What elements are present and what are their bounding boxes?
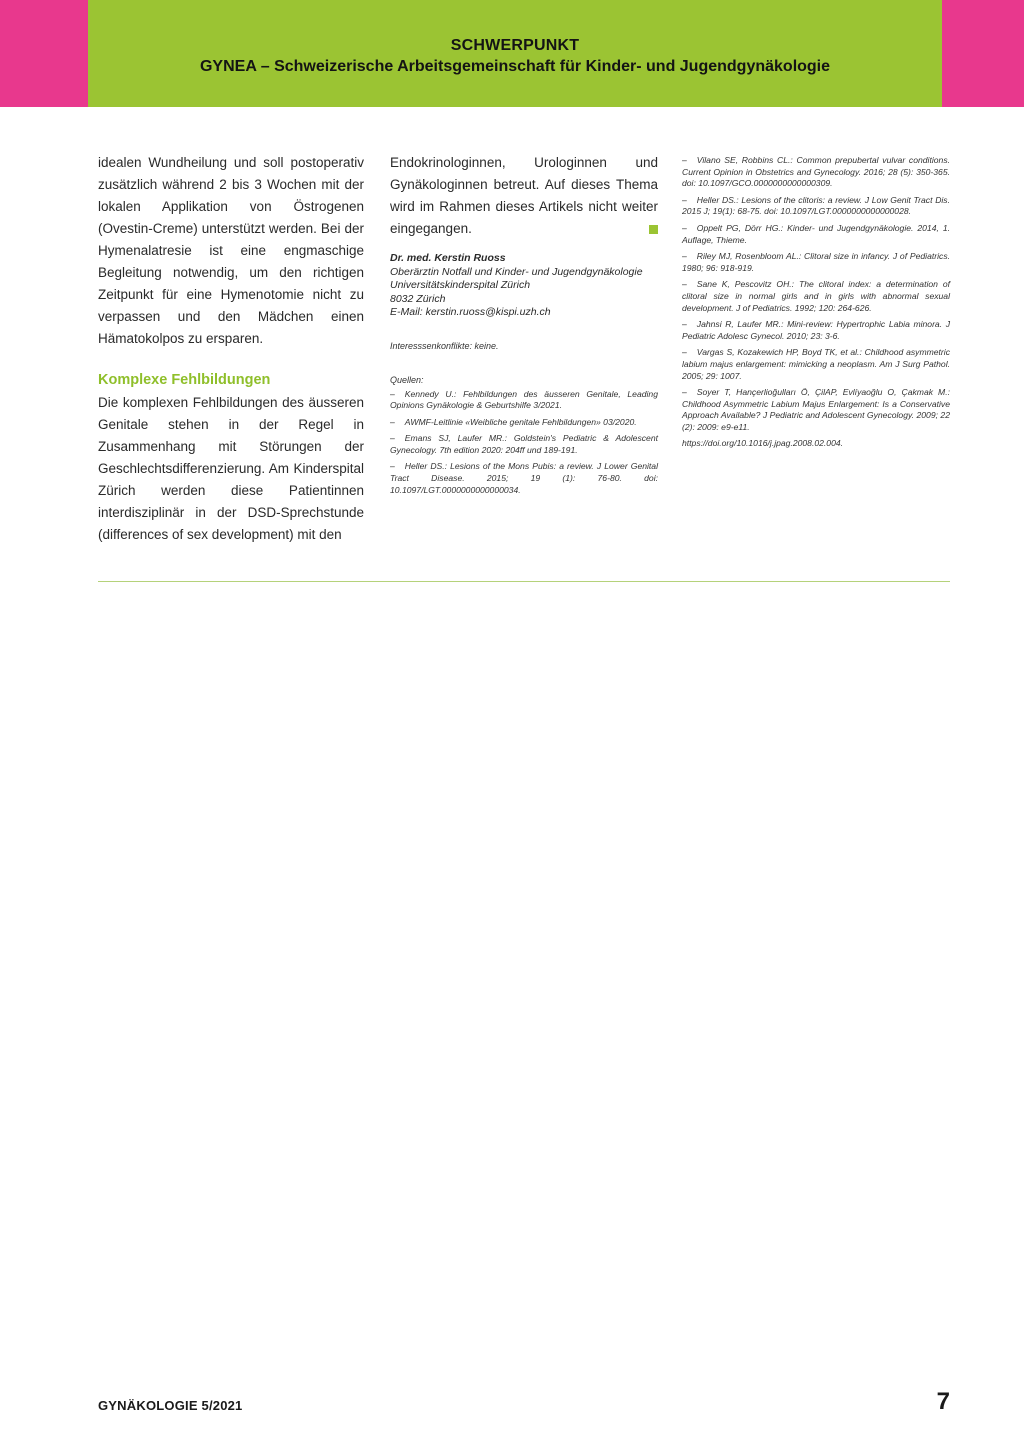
- header-title: GYNEA – Schweizerische Arbeitsgemeinschaft für Kinder- und Jugendgynäkologie: [199, 58, 831, 75]
- author-name: Dr. med. Kerstin Ruoss: [390, 252, 506, 264]
- reference-item: – Heller DS.: Lesions of the clitoris: a review. J Low Genit Tract Dis. 2015 J; 19(1): 68-75. doi: 10.1097/LGT.0000000000000028.: [682, 194, 950, 217]
- reference-doi-link[interactable]: https://doi.org/10.1016/j.jpag.2008.02.004.: [682, 438, 844, 449]
- reference-item: – AWMF-Leitlinie «Weibliche genitale Fehlbildungen» 03/2020.: [390, 416, 637, 427]
- end-of-article-square-icon: [649, 225, 658, 234]
- body-paragraph-1: idealen Wundheilung und soll postoperativ zusätzlich während 2 bis 3 Wochen mit der lokalen Applikation von Östrogenen (Ovestin-Creme) unterstützt werden. Bei der Hymenalatresie ist eine engmaschige Begleitung notwendig, um den richtigen Zeitpunkt für eine Hymenotomie nicht zu verpassen und den Mädchen einen Hämatokolpos zu ersparen.: [98, 155, 364, 346]
- author-city: 8032 Zürich: [390, 292, 446, 305]
- author-email[interactable]: E-Mail: kerstin.ruoss@kispi.uzh.ch: [390, 306, 551, 318]
- reference-list-1: [390, 389, 658, 497]
- column-1: [98, 152, 364, 546]
- sources-label: Quellen:: [390, 374, 424, 385]
- header-pink-block-right: [942, 0, 1024, 107]
- header-pink-block-left: [0, 0, 88, 107]
- reference-item: – Emans SJ, Laufer MR.: Goldstein's Pediatric & Adolescent Gynecology. 7th edition 2020: 204ff und 189-191.: [390, 433, 658, 455]
- divider-line: [98, 581, 950, 582]
- footer-page-number: 7: [936, 1388, 950, 1415]
- body-paragraph-3: [390, 152, 658, 240]
- conflicts-of-interest: Interesssenkonflikte: keine.: [390, 340, 499, 351]
- body-paragraph-2: Die komplexen Fehlbildungen des äusseren Genitale stehen in der Regel in Zusammenhang mit Störungen der Geschlechtsdifferenzierung. Am Kinderspital Zürich werden diese Patientinnen interdisziplinär in der DSD-Sprechstunde (differences of sex development) mit den: [98, 395, 364, 542]
- reference-item: – Oppelt PG, Dörr HG.: Kinder- und Jugendgynäkologie. 2014, 1. Auflage, Thieme.: [682, 222, 950, 245]
- reference-item: – Soyer T, Hançerlioğulları Ö, ÇilAP, Evlíyaoğlu O, Çakmak M.: Childhood Asymmetric Labium Majus Enlargement: Is a Conservative Approach Available? J Pediatric and Adolescent Gynecology. 2009; 22 (2): 2009: e9-e11.: [682, 387, 950, 432]
- author-block: [390, 252, 658, 320]
- author-institution: Universitätskinderspital Zürich: [390, 279, 531, 291]
- author-position: Oberärztin Notfall und Kinder- und Jugendgynäkologie: [390, 265, 643, 278]
- reference-item: – Sane K, Pescovitz OH.: The clitoral index: a determination of clitoral size in normal girls and in girls with abnormal sexual development. J of Pediatrics. 1992; 120: 264-626.: [682, 279, 950, 313]
- reference-list-2: [682, 155, 950, 450]
- reference-item: – Jahnsi R, Laufer MR.: Mini-review: Hypertrophic Labia minora. J Pediatric Adolesc Gynecol. 2010; 23: 3-6.: [682, 319, 950, 341]
- header-text: [88, 36, 942, 78]
- reference-item: – Vilano SE, Robbins CL.: Common prepubertal vulvar conditions. Current Opinion in Obstetrics and Gynecology. 2016; 28 (5): 350-365. doi: 10.1097/GCO.0000000000000309.: [682, 155, 950, 189]
- header-bar: [0, 0, 1024, 107]
- reference-item: – Vargas S, Kozakewich HP, Boyd TK, et al.: Childhood asymmetric labium majus enlargement: mimicking a neoplasm. Am J Surg Pathol. 2005; 29: 1007.: [682, 347, 950, 381]
- column-3: [682, 152, 950, 455]
- subheading-komplexe-fehlbildungen: Komplexe Fehlbildungen: [98, 372, 271, 388]
- footer-journal-issue: GYNÄKOLOGIE 5/2021: [98, 1398, 243, 1413]
- reference-item: – Kennedy U.: Fehlbildungen des äusseren Genitale, Leading Opinions Gynäkologie & Geburtshilfe 3/2021.: [390, 388, 658, 411]
- column-2: [390, 152, 658, 501]
- body-paragraph-3-text: Endokrinologinnen, Urologinnen und Gynäkologinnen betreut. Auf dieses Thema wird im Rahmen dieses Artikels nicht weiter eingegangen.: [390, 155, 658, 236]
- header-section-label: SCHWERPUNKT: [450, 37, 580, 54]
- reference-item: – Heller DS.: Lesions of the Mons Pubis: a review. J Lower Genital Tract Disease. 2015; 19 (1): 76-80. doi: 10.1097/LGT.0000000000000034.: [390, 461, 658, 495]
- reference-item: – Riley MJ, Rosenbloom AL.: Clitoral size in infancy. J of Pediatrics. 1980; 96: 918-919.: [682, 251, 950, 273]
